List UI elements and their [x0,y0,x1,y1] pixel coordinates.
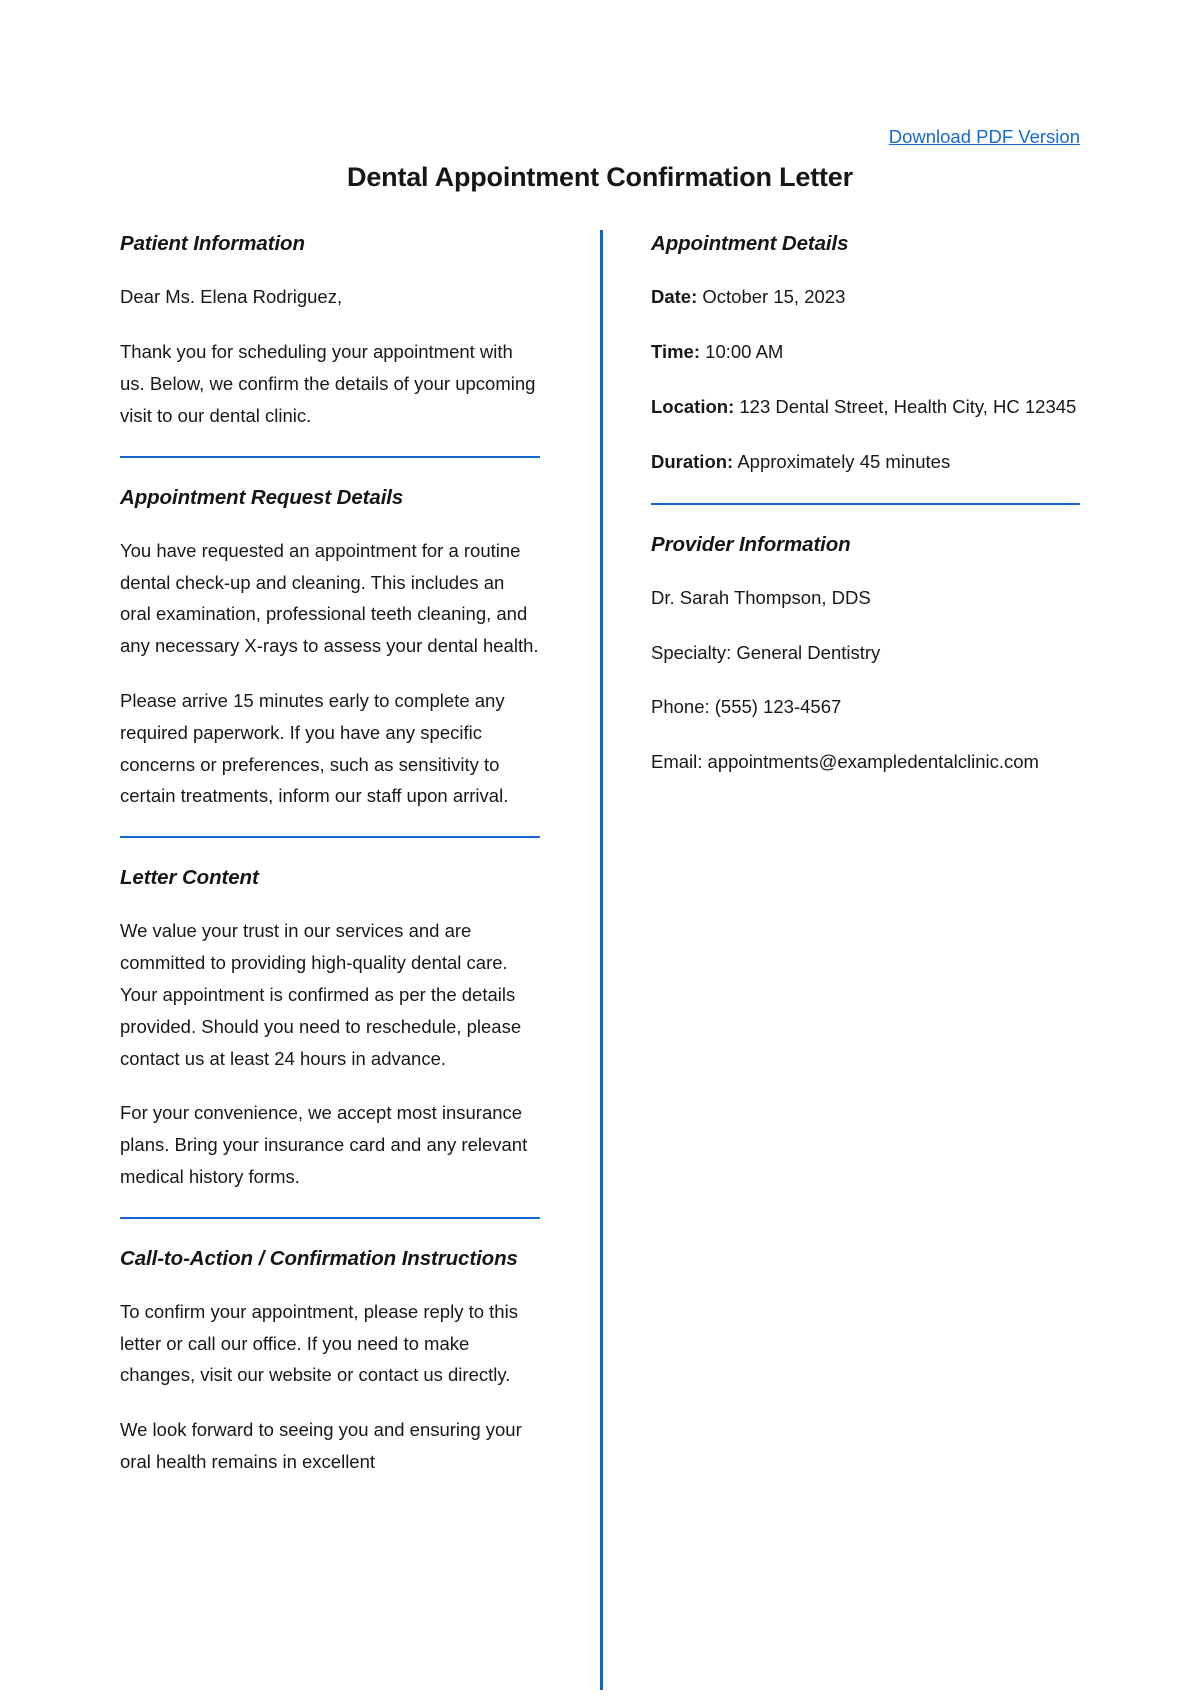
section-divider [120,456,540,458]
paragraph: For your convenience, we accept most insurance plans. Bring your insurance card and any relevant medical history forms. [120,1102,528,1187]
section-heading: Call-to-Action / Confirmation Instructions [120,1246,518,1270]
detail-row-location [651,391,1080,423]
provider-name: Dr. Sarah Thompson, DDS [651,586,871,608]
section-patient-information [120,230,540,431]
two-column-body [120,230,1080,1690]
detail-row-duration [651,446,1080,478]
paragraph: You have requested an appointment for a routine dental check-up and cleaning. This includes an oral examination, professional teeth cleaning, and any necessary X-rays to assess your dental health. [120,539,539,657]
provider-specialty: Specialty: General Dentistry [651,641,881,663]
detail-value: October 15, 2023 [702,286,846,308]
paragraph: We value your trust in our services and are committed to providing high-quality dental care. Your appointment is confirmed as per the details provided. Should you need to reschedule, please contact us at least 24 hours in advance. [120,920,522,1069]
detail-value: 10:00 AM [705,341,784,363]
paragraph: Dear Ms. Elena Rodriguez, [120,286,343,308]
section-divider [651,503,1080,505]
document-toolbar [120,0,1080,147]
right-column [603,230,1080,778]
section-heading: Appointment Request Details [120,485,404,509]
detail-row-time [651,336,1080,368]
section-heading: Appointment Details [651,232,849,256]
section-heading: Letter Content [120,866,259,890]
download-pdf-link[interactable]: Download PDF Version [888,126,1080,147]
page-title: Dental Appointment Confirmation Letter [347,162,853,192]
section-appointment-request-details [120,484,540,813]
section-call-to-action [120,1245,540,1478]
detail-label: Location: [651,396,735,418]
detail-value: 123 Dental Street, Health City, HC 12345 [739,396,1077,418]
paragraph: To confirm your appointment, please reply to this letter or call our office. If you need to make changes, visit our website or contact us directly. [120,1300,518,1386]
provider-phone: Phone: (555) 123-4567 [651,696,842,718]
provider-email: Email: appointments@exampledentalclinic.com [651,751,1039,773]
section-provider-information [651,531,1080,778]
section-appointment-details [651,230,1080,477]
detail-row-date [651,281,1080,313]
section-heading: Patient Information [120,232,305,256]
paragraph: Thank you for scheduling your appointment with us. Below, we confirm the details of your upcoming visit to our dental clinic. [120,341,536,426]
detail-label: Time: [651,341,701,363]
detail-label: Date: [651,286,698,308]
section-divider [120,836,540,838]
paragraph: We look forward to seeing you and ensuring your oral health remains in excellent [120,1419,522,1473]
detail-label: Duration: [651,450,734,472]
section-divider [120,1217,540,1219]
left-column [120,230,552,1478]
detail-value: Approximately 45 minutes [737,450,951,472]
section-letter-content [120,864,540,1193]
section-heading: Provider Information [651,532,851,556]
paragraph: Please arrive 15 minutes early to complete any required paperwork. If you have any specific concerns or preferences, such as sensitivity to certain treatments, inform our staff upon arrival. [120,689,509,807]
